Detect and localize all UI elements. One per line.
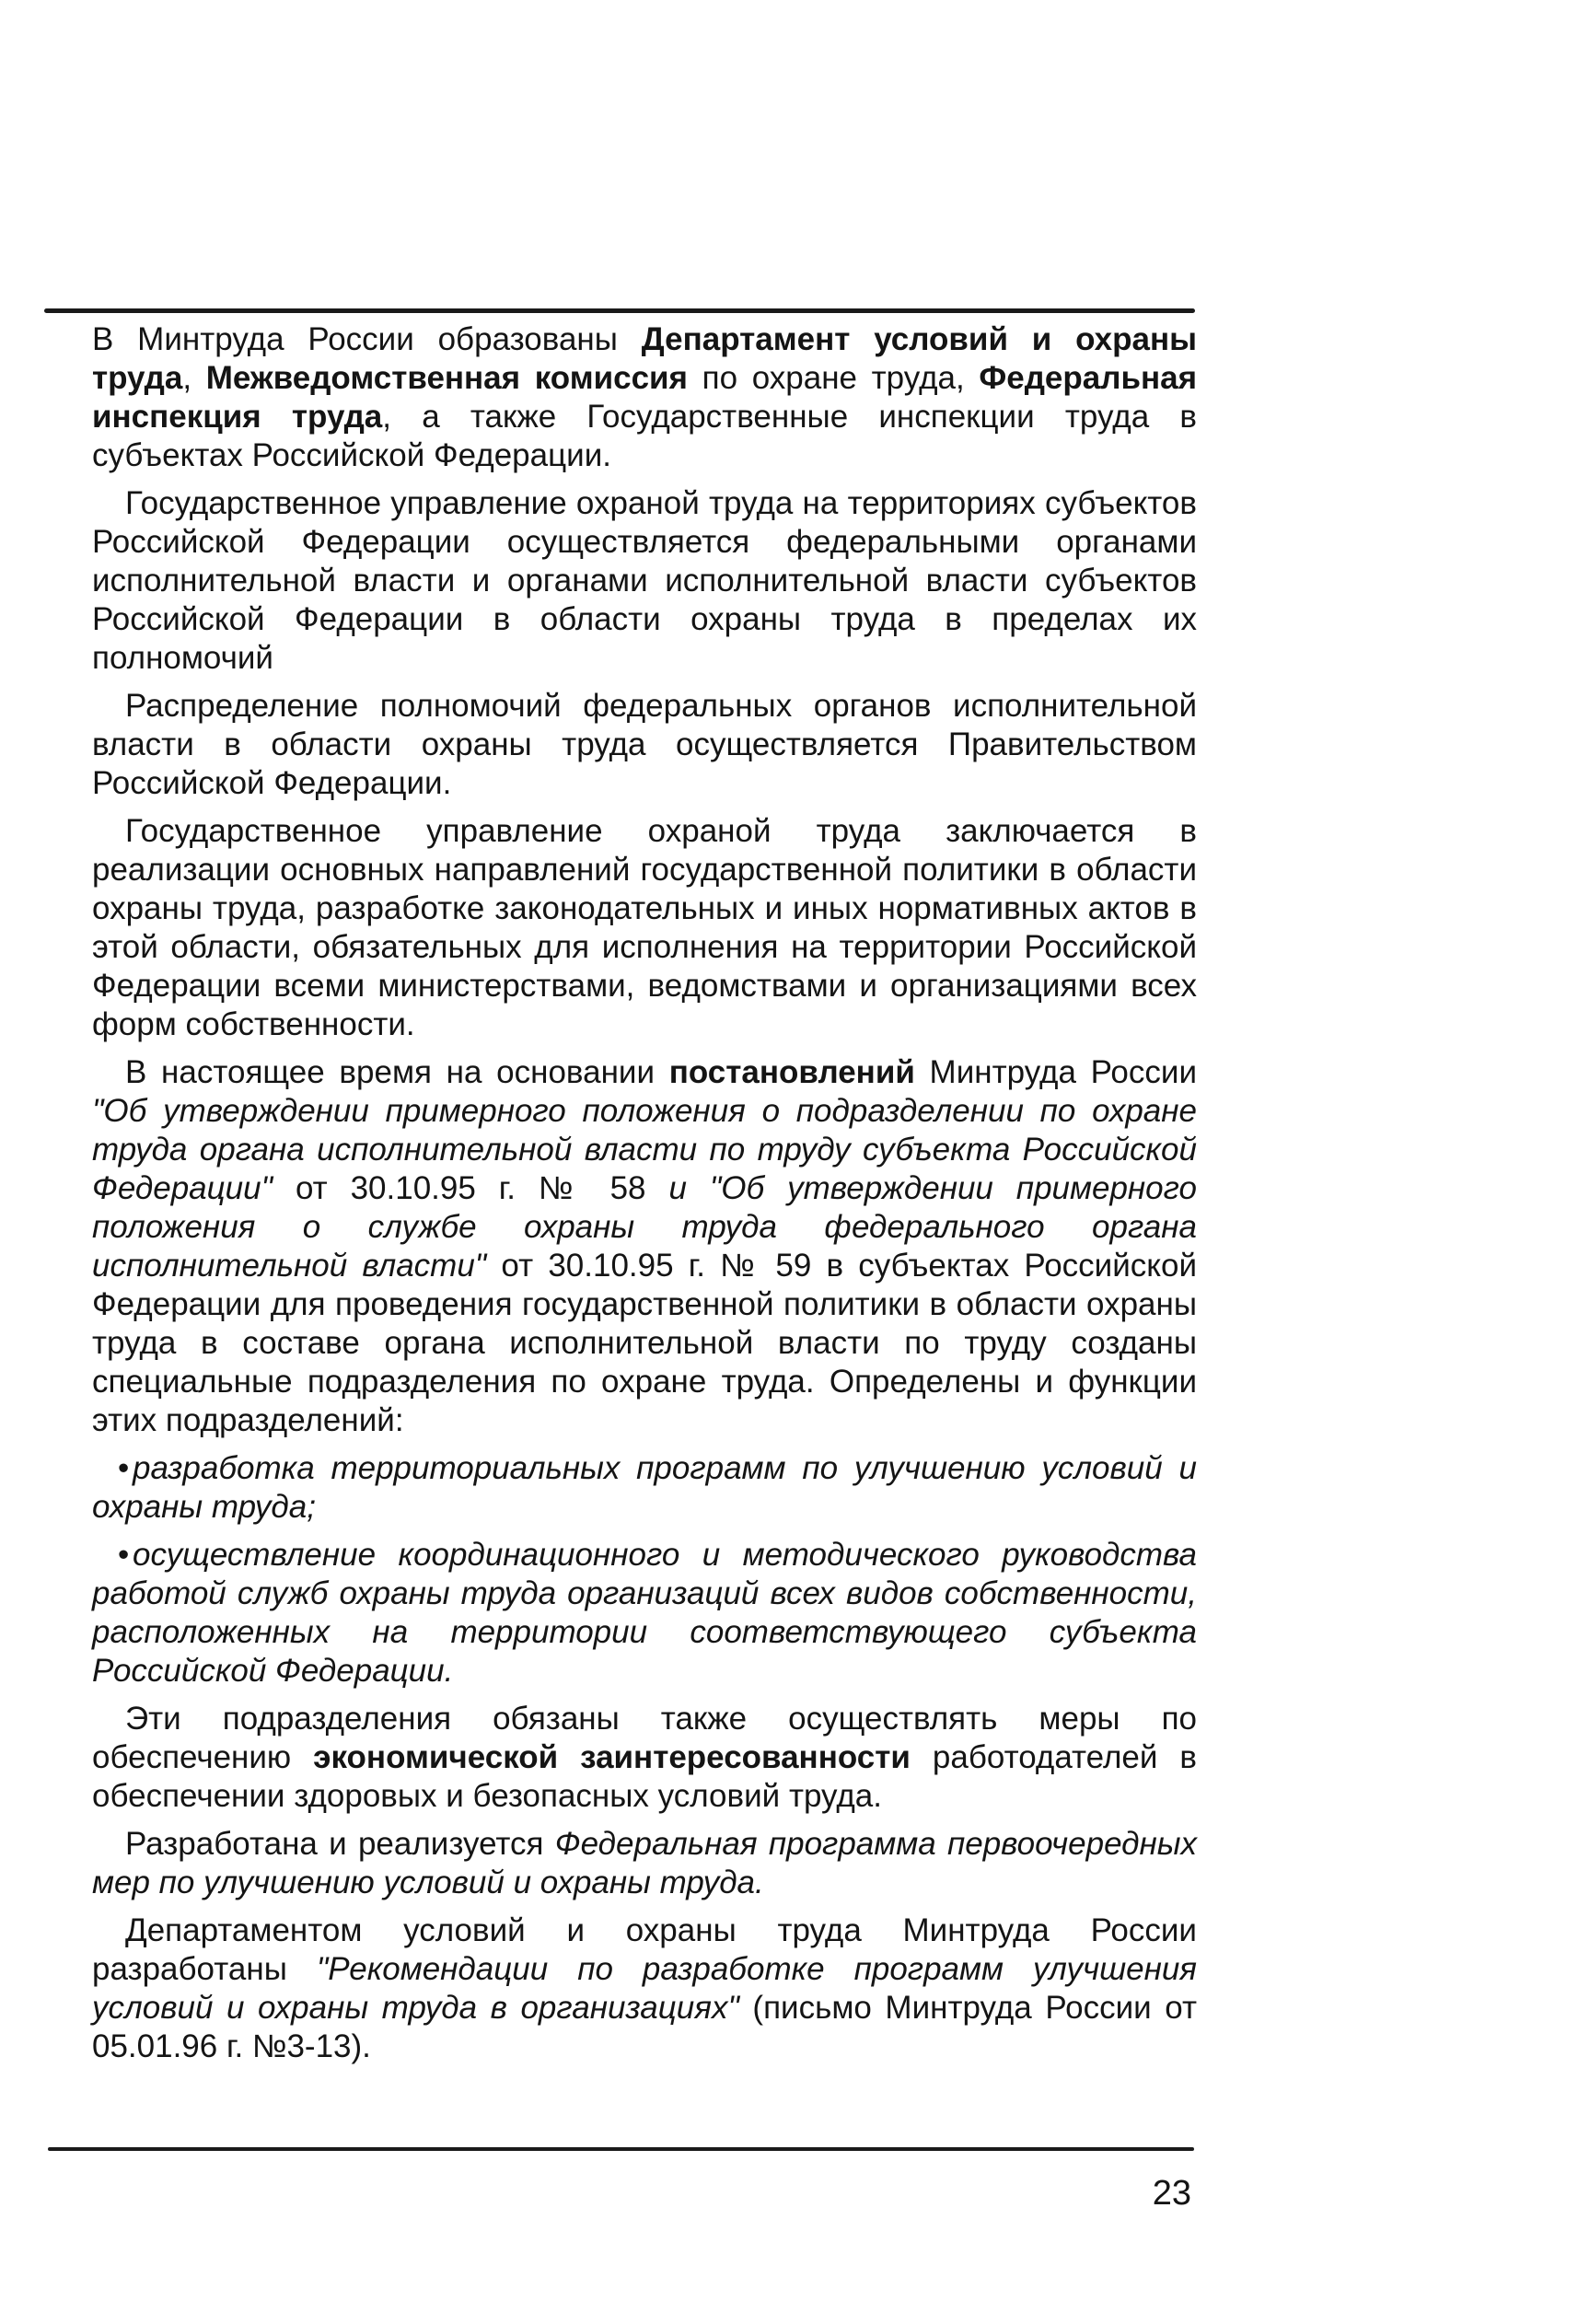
page-number: 23 [1152,2174,1191,2213]
bold-term: Департамент условий и охраны труда [92,321,1197,396]
paragraph-2: Государственное управление охраной труда на территориях субъектов Российской Федерации осуществляется федеральными органами исполнительной власти и органами исполнительной власти субъектов Российской Федерации в области охраны труда в пределах их полномочий [92,485,1197,676]
paragraph-3: Распределение полномочий федеральных органов исполнительной власти в области охраны труда осуществляется Правительством Российской Федерации. [92,688,1197,801]
italic-title: "Рекомендации по разработке программ улучшения условий и охраны труда в организациях" [92,1951,1198,2026]
paragraph-8: Департаментом условий и охраны труда Минтруда России разработаны "Рекомендации по разработке программ улучшения условий и охраны труда в организациях" (письмо Минтруда России от 05.01.96 г. №3-13). [92,1912,1198,2064]
bullet-dot: • [118,1537,130,1573]
italic-title: и "Об утверждении примерного положения о службе охраны труда федерального органа исполнительной власти" [92,1170,1197,1284]
bottom-rule [48,2147,1194,2151]
top-rule [44,308,1195,313]
paragraph-4: Государственное управление охраной труда заключается в реализации основных направлений государственной политики в области охраны труда, разработке законодательных и иных нормативных актов в этой области, обязательных для исполнения на территории Российской Федерации всеми министерствами, ведомствами и организациями всех форм собственности. [92,813,1197,1042]
italic-title: Федеральная программа первоочередных мер по улучшению условий и охраны труда. [92,1826,1198,1900]
bold-term: Межведомственная комиссия [205,360,688,396]
bullet-item-1: • разработка территориальных программ по улучшению условий и охраны труда; [92,1450,1197,1525]
page-body [92,320,1197,2066]
paragraph-5: В настоящее время на основании постановлений Минтруда России "Об утверждении примерного положения о подразделении по охране труда органа исполнительной власти по труду субъекта Российской Федерации" от 30.10.95 г. № 58 и "Об утверждении примерного положения о службе охраны труда федерального органа исполнительной власти" от 30.10.95 г. № 59 в субъектах Российской Федерации для проведения государственной политики в области охраны труда в составе органа исполнительной власти по труду созданы специальные подразделения по охране труда. Определены и функции этих подразделений: [92,1054,1197,1438]
bold-term: экономической заинтересованности [313,1739,911,1775]
bullet-item-2: • осуществление координационного и методического руководства работой служб охраны труда организаций всех видов собственности, расположенных на территории соответствующего субъекта Российской Федерации. [92,1537,1197,1689]
italic-title: "Об утверждении примерного положения о подразделении по охране труда органа исполнительной власти по труду субъекта Российской Федерации" [92,1093,1197,1206]
bold-term: Федеральная инспекция труда [92,360,1198,435]
bold-term: постановлений [668,1054,915,1090]
paragraph-7: Разработана и реализуется Федеральная программа первоочередных мер по улучшению условий и охраны труда. [92,1826,1198,1900]
bullet-dot: • [118,1450,130,1486]
paragraph-6: Эти подразделения обязаны также осуществлять меры по обеспечению экономической заинтересованности работодателей в обеспечении здоровых и безопасных условий труда. [92,1701,1197,1814]
paragraph-1: В Минтруда России образованы Департамент условий и охраны труда, Межведомственная комиссия по охране труда, Федеральная инспекция труда, а также Государственные инспекции труда в субъектах Российской Федерации. [92,321,1198,473]
